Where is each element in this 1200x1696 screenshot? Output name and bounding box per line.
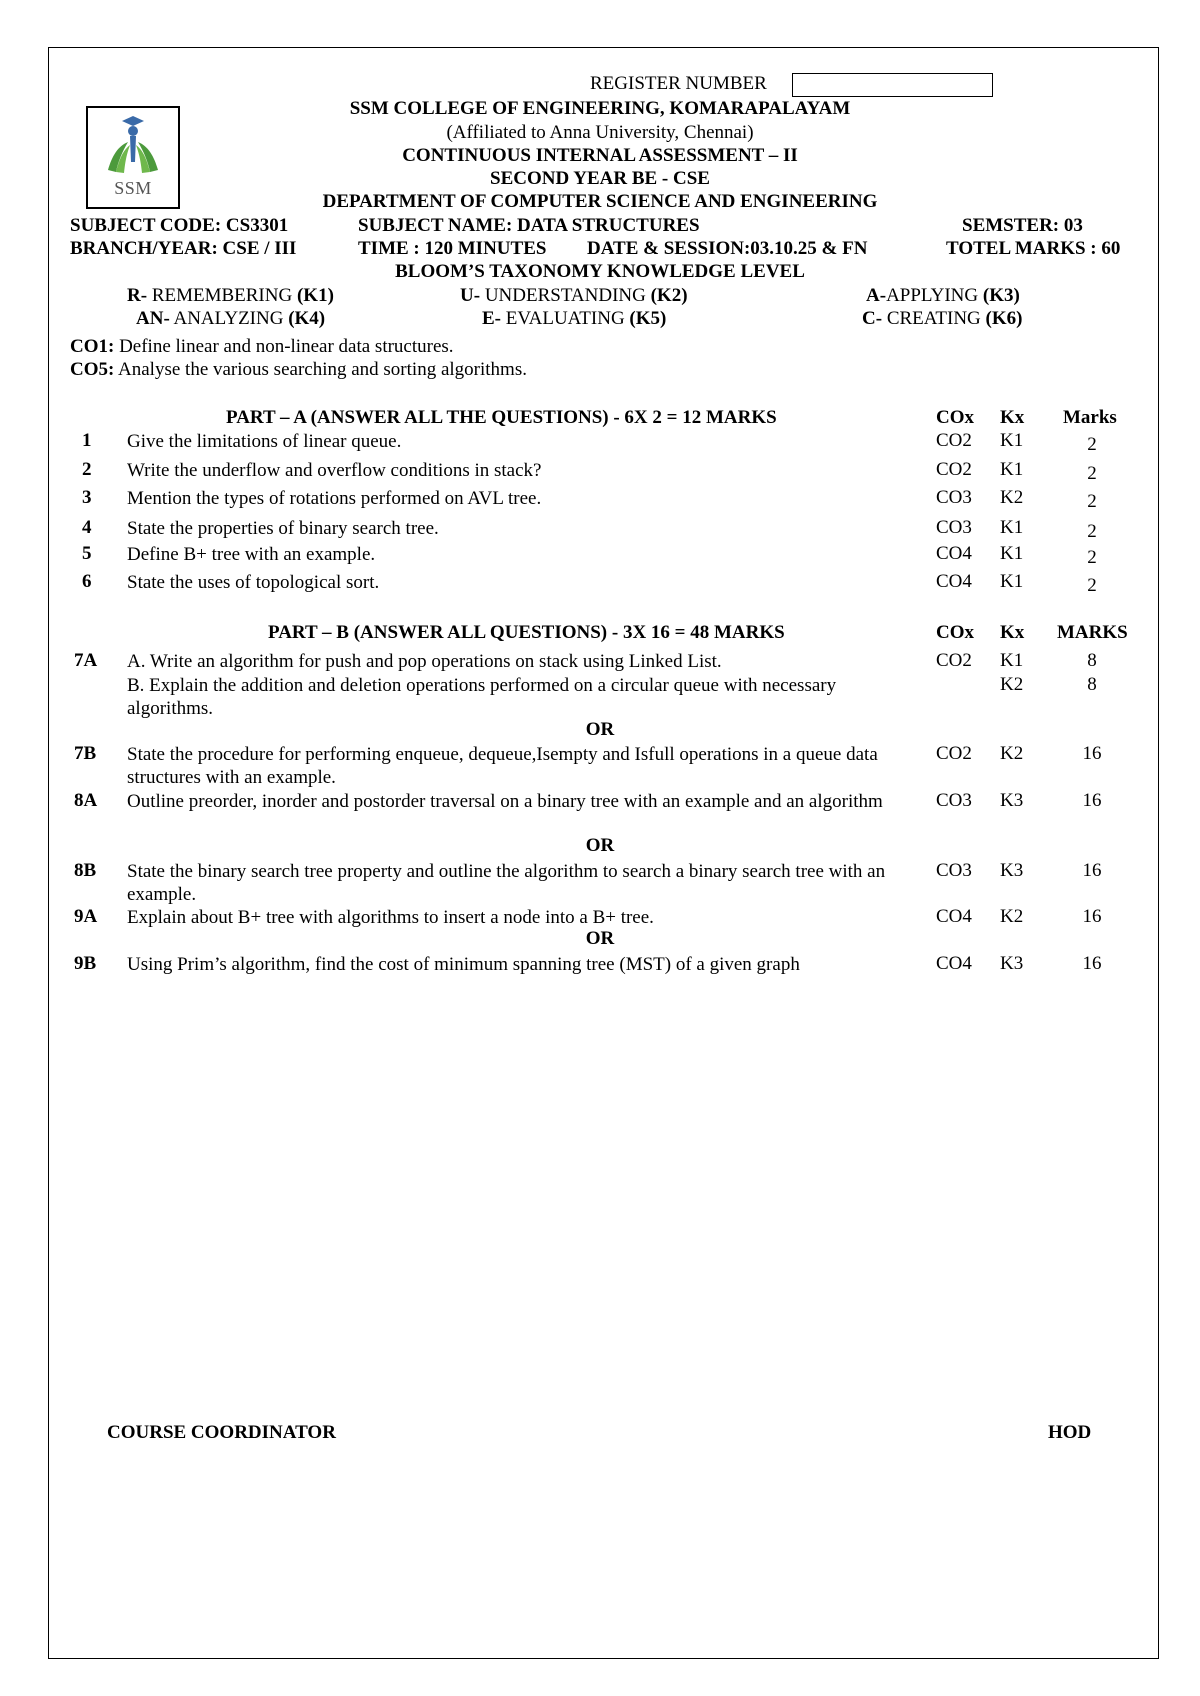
blooms-level-k6: C- CREATING (K6) xyxy=(862,308,1023,329)
part-a-title: PART – A (ANSWER ALL THE QUESTIONS) - 6X 2 = 12 MARKS xyxy=(226,407,777,428)
question-k-level: K3 xyxy=(1000,860,1024,881)
question-marks: 16 xyxy=(1082,790,1102,811)
question-co: CO4 xyxy=(936,906,972,927)
question-number: 6 xyxy=(82,571,92,592)
or-label: OR xyxy=(585,719,615,740)
question-text: State the uses of topological sort. xyxy=(127,572,380,593)
total-marks: TOTEL MARKS : 60 xyxy=(946,238,1121,259)
blooms-level-k3: A-APPLYING (K3) xyxy=(866,285,1020,306)
question-text: Write the underflow and overflow conditions in stack? xyxy=(127,460,542,481)
question-text: A. Write an algorithm for push and pop operations on stack using Linked List. xyxy=(127,651,722,672)
question-k-level: K3 xyxy=(1000,953,1024,974)
college-logo xyxy=(86,106,180,209)
question-k-level: K2 xyxy=(1000,906,1024,927)
question-text: State the binary search tree property and outline the algorithm to search a binary search tree with an example. xyxy=(127,861,886,905)
part-b-col-k: Kx xyxy=(1000,622,1025,643)
or-label: OR xyxy=(585,928,615,949)
register-number-box[interactable] xyxy=(792,73,993,97)
question-text: Define B+ tree with an example. xyxy=(127,544,376,565)
question-text: B. Explain the addition and deletion operations performed on a circular queue with necessary algorithms. xyxy=(127,675,837,719)
question-marks: 2 xyxy=(1087,547,1097,568)
question-number: 8B xyxy=(74,860,97,881)
question-text: Using Prim’s algorithm, find the cost of minimum spanning tree (MST) of a given graph xyxy=(127,954,800,975)
course-outcome-co1: CO1: Define linear and non-linear data structures. xyxy=(70,336,454,357)
part-b-title: PART – B (ANSWER ALL QUESTIONS) - 3X 16 = 48 MARKS xyxy=(268,622,785,643)
question-k-level: K2 xyxy=(1000,487,1024,508)
subject-name: SUBJECT NAME: DATA STRUCTURES xyxy=(358,215,700,236)
question-number: 9A xyxy=(74,906,98,927)
question-co: CO2 xyxy=(936,743,972,764)
semester: SEMSTER: 03 xyxy=(962,215,1083,236)
question-co: CO3 xyxy=(936,860,972,881)
question-k-level: K1 xyxy=(1000,430,1024,451)
question-marks: 16 xyxy=(1082,743,1102,764)
branch-year: BRANCH/YEAR: CSE / III xyxy=(70,238,297,259)
question-k-level: K1 xyxy=(1000,543,1024,564)
part-a-col-co: COx xyxy=(936,407,974,428)
question-co: CO3 xyxy=(936,790,972,811)
department-title: DEPARTMENT OF COMPUTER SCIENCE AND ENGINEERING xyxy=(322,191,878,212)
question-text: Give the limitations of linear queue. xyxy=(127,431,402,452)
question-text: State the properties of binary search tree. xyxy=(127,518,439,539)
question-text: Outline preorder, inorder and postorder traversal on a binary tree with an example and an algorithm xyxy=(127,791,883,812)
blooms-level-k2: U- UNDERSTANDING (K2) xyxy=(460,285,688,306)
question-marks: 2 xyxy=(1087,575,1097,596)
exam-title: CONTINUOUS INTERNAL ASSESSMENT – II xyxy=(402,145,798,166)
hod-label: HOD xyxy=(1048,1422,1092,1443)
question-text: State the procedure for performing enqueue, dequeue,Isempty and Isfull operations in a queue data structures with an example. xyxy=(127,744,878,788)
question-number: 7A xyxy=(74,650,98,671)
question-marks: 8 xyxy=(1087,650,1097,671)
blooms-level-k5: E- EVALUATING (K5) xyxy=(482,308,667,329)
question-co: CO2 xyxy=(936,459,972,480)
question-co: CO4 xyxy=(936,953,972,974)
question-number: 9B xyxy=(74,953,97,974)
question-k-level: K2 xyxy=(1000,674,1024,695)
question-k-level: K2 xyxy=(1000,743,1024,764)
part-b-col-marks: MARKS xyxy=(1057,622,1128,643)
blooms-level-k4: AN- ANALYZING (K4) xyxy=(136,308,326,329)
logo-text: SSM xyxy=(114,178,152,198)
affiliation: (Affiliated to Anna University, Chennai) xyxy=(446,122,754,143)
part-a-col-marks: Marks xyxy=(1063,407,1117,428)
part-b-col-co: COx xyxy=(936,622,974,643)
part-a-col-k: Kx xyxy=(1000,407,1025,428)
question-k-level: K1 xyxy=(1000,517,1024,538)
question-marks: 2 xyxy=(1087,521,1097,542)
exam-time: TIME : 120 MINUTES xyxy=(358,238,547,259)
date-session: DATE & SESSION:03.10.25 & FN xyxy=(587,238,868,259)
year-title: SECOND YEAR BE - CSE xyxy=(490,168,710,189)
question-co: CO4 xyxy=(936,543,972,564)
question-number: 5 xyxy=(82,543,92,564)
question-number: 4 xyxy=(82,517,92,538)
question-number: 2 xyxy=(82,459,92,480)
question-marks: 16 xyxy=(1082,906,1102,927)
college-name: SSM COLLEGE OF ENGINEERING, KOMARAPALAYAM xyxy=(349,98,851,119)
or-label: OR xyxy=(585,835,615,856)
question-co: CO2 xyxy=(936,430,972,451)
question-marks: 16 xyxy=(1082,860,1102,881)
subject-code: SUBJECT CODE: CS3301 xyxy=(70,215,289,236)
question-k-level: K3 xyxy=(1000,790,1024,811)
question-k-level: K1 xyxy=(1000,459,1024,480)
blooms-title: BLOOM’S TAXONOMY KNOWLEDGE LEVEL xyxy=(395,261,805,282)
question-marks: 2 xyxy=(1087,463,1097,484)
question-text: Explain about B+ tree with algorithms to insert a node into a B+ tree. xyxy=(127,907,654,928)
register-number-label: REGISTER NUMBER xyxy=(590,73,767,94)
question-co: CO2 xyxy=(936,650,972,671)
course-outcome-co5: CO5: Analyse the various searching and sorting algorithms. xyxy=(70,359,527,380)
question-co: CO4 xyxy=(936,571,972,592)
question-co: CO3 xyxy=(936,517,972,538)
question-marks: 2 xyxy=(1087,434,1097,455)
question-marks: 2 xyxy=(1087,491,1097,512)
course-coordinator-label: COURSE COORDINATOR xyxy=(107,1422,336,1443)
question-number: 1 xyxy=(82,430,92,451)
question-number: 7B xyxy=(74,743,97,764)
question-co: CO3 xyxy=(936,487,972,508)
blooms-level-k1: R- REMEMBERING (K1) xyxy=(127,285,334,306)
question-number: 3 xyxy=(82,487,92,508)
question-text: Mention the types of rotations performed on AVL tree. xyxy=(127,488,542,509)
question-marks: 16 xyxy=(1082,953,1102,974)
question-k-level: K1 xyxy=(1000,571,1024,592)
graduate-book-icon xyxy=(94,112,172,176)
question-marks: 8 xyxy=(1087,674,1097,695)
question-number: 8A xyxy=(74,790,98,811)
question-k-level: K1 xyxy=(1000,650,1024,671)
